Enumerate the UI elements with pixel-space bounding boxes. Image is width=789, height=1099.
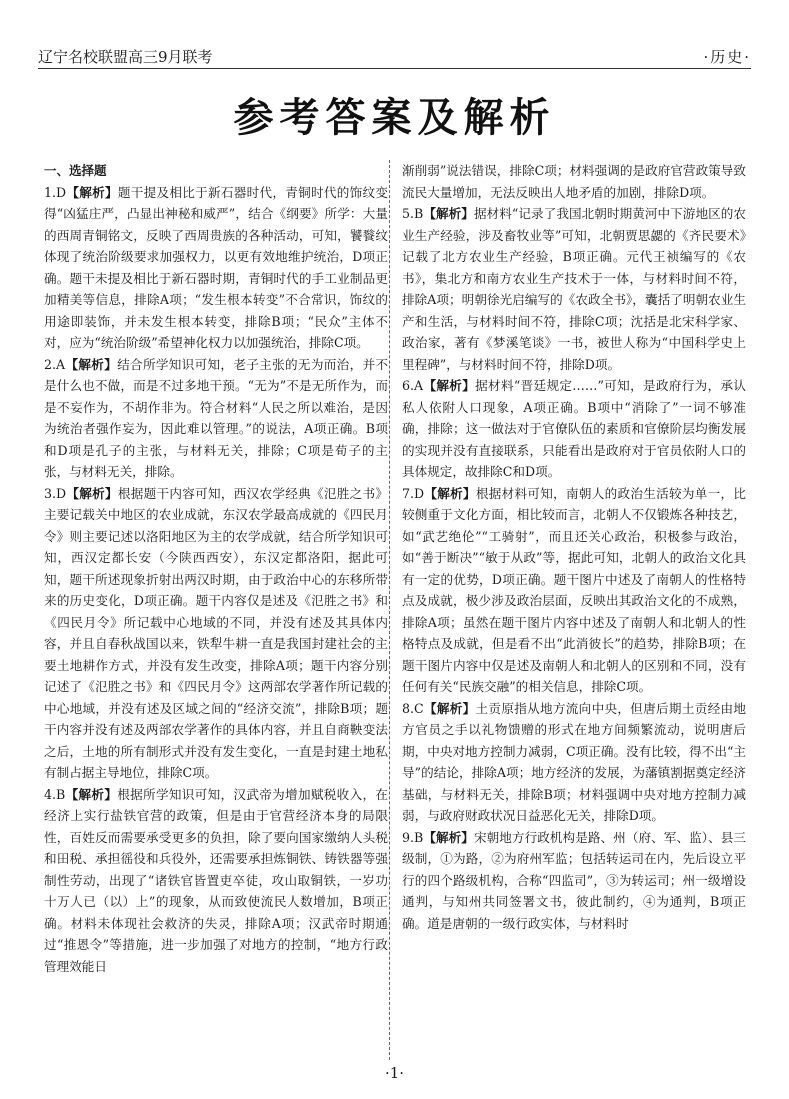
- answer-number: 3.D: [44, 485, 67, 501]
- answer-number: 6.A: [402, 378, 424, 393]
- analysis-tag: 【解析】: [65, 786, 118, 802]
- answer-item: [44, 354, 388, 483]
- answer-item: [402, 375, 746, 483]
- answer-number: 2.A: [44, 356, 66, 372]
- analysis-tag: 【解析】: [66, 184, 118, 200]
- analysis-tag: 【解析】: [423, 700, 476, 716]
- left-column: [44, 160, 388, 977]
- answer-item: [44, 784, 388, 978]
- analysis-tag: 【解析】: [424, 485, 476, 501]
- analysis-text: 据材料“晋廷规定……”可知，是政府行为，承认私人依附人口现象，A项正确。B项中“消除了”一词不够准确，排除；这一做法对于官僚队伍的素质和官僚阶层均衡发展的实现并没有直接联系，只能看出是政府对于官员依附人口的具体规定，故排除C和D项。: [402, 378, 746, 479]
- answer-number: 9.B: [402, 829, 424, 845]
- answer-item: [44, 182, 388, 354]
- analysis-text: 根据材料可知，南朝人的政治生活较为单一，比较侧重于文化方面，相比较而言，北朝人不仅锻炼各种技艺，如“武艺绝伦”“工骑射”，而且还关心政治，积极参与政治，如“善于断决”“敏于从政”等，据此可知，北朝人的政治文化具有一定的优势，D项正确。题干图片中述及了南朝人的性格特点及成就，极少涉及政治层面，反映出其政治文化的不成熟，排除A项；虽然在题干图片内容中述及了南朝人和北朝人的性格特点及成就，但是看不出“此消彼长”的趋势，排除B项；在题干图片内容中仅是述及南朝人和北朝人的区别和不同，没有任何有关“民族交融”的相关信息，排除C项。: [402, 485, 746, 694]
- analysis-text: 根据所学知识可知，汉武帝为增加赋税收入，在经济上实行盐铁官营的政策，但是由于官营经济本身的局限性，百姓反而需要承受更多的负担，除了要向国家缴纳人头税和田税、承担徭役和兵役外，还需要承担炼铜铁、铸铁器等强制性劳动，出现了“诸铁官皆置吏卒徒，攻山取铜铁，一岁功十万人已（以）上”的现象，从而致使流民人数增加，B项正确。材料未体现社会救济的失灵，排除A项；汉武帝时期通过“推恩令”等措施，进一步加强了对地方的控制，“地方行政管理效能日: [44, 786, 389, 974]
- page-number: ·1·: [384, 1064, 405, 1082]
- analysis-tag: 【解析】: [66, 485, 118, 501]
- analysis-tag: 【解析】: [423, 206, 474, 221]
- exam-name: 辽宁名校联盟高三9月联考: [38, 48, 213, 66]
- page-title: 参考答案及解析: [233, 95, 556, 141]
- right-column: [402, 160, 746, 934]
- analysis-text: 结合所学知识可知，老子主张的无为而治，并不是什么也不做，而是不过多地干预。“无为”不是无所作为，而是不妄作为，不胡作非为。符合材料“人民之所以难治，是因为统治者强作妄为，因此难以管理。”的说法，A项正确。B项和D项是孔子的主张，与材料无关，排除；C项是荀子的主张，与材料无关，排除。: [44, 356, 389, 479]
- answer-number: 4.B: [44, 786, 66, 802]
- answer-number: 8.C: [402, 700, 424, 716]
- analysis-text: 土贡原指从地方流向中央，但唐后期土贡经由地方官员之手以礼物馈赠的形式在地方间频繁流动，说明唐后期，中央对地方控制力减弱，C项正确。没有比较，得不出“主导”的结论，排除A项；地方经济的发展，为藩镇割据奠定经济基础，与材料无关，排除B项；材料强调中央对地方控制力减弱，与政府财政状况日益恶化无关，排除D项。: [402, 700, 747, 823]
- analysis-text: 宋朝地方行政机构是路、州（府、军、监）、县三级制，①为路，②为府州军监；包括转运司在内，先后设立平行的四个路级机构，合称“四监司”，③为转运司；州一级增设通判，与知州共同签署文书，彼此制约，④为通判，B项正确。道是唐朝的一级行政实体，与材料时: [402, 829, 747, 931]
- answer-number: 1.D: [44, 184, 67, 200]
- analysis-text: 题干提及相比于新石器时代，青铜时代的饰纹变得“凶猛庄严，凸显出神秘和威严”，结合《纲要》所学：大量的西周青铜铭文，反映了西周贵族的各种活动，可知，饕餮纹体现了统治阶级要求加强权力，以更有效地维护统治，D项正确。题干未提及相比于新石器时期，青铜时代的手工业制品更加精美等信息，排除A项；“发生根本转变”不合常识，饰纹的用途即装饰，并未发生根本转变，排除B项；“民众”主体不对，应为“统治阶级”希望神化权力以加强统治，排除C项。: [44, 184, 388, 350]
- analysis-tag: 【解析】: [423, 378, 476, 393]
- subject-label: ·历史·: [703, 48, 751, 66]
- answer-number: 5.B: [402, 206, 424, 221]
- analysis-text: 渐削弱”说法错误，排除C项；材料强调的是政府官营政策导致流民大量增加，无法反映出人地矛盾的加剧，排除D项。: [402, 163, 746, 200]
- answer-item: [402, 827, 746, 935]
- answer-item: [44, 483, 388, 784]
- page-header: [38, 44, 751, 69]
- answer-item: [402, 483, 746, 698]
- answer-item: [402, 698, 746, 827]
- section-title: 一、选择题: [44, 163, 107, 178]
- answer-item: [402, 203, 746, 375]
- analysis-tag: 【解析】: [65, 356, 118, 372]
- analysis-tag: 【解析】: [423, 829, 474, 845]
- column-divider: [389, 160, 390, 1060]
- analysis-text: 据材料“记录了我国北朝时期黄河中下游地区的农业生产经验，涉及畜牧业等”可知，北朝贾思勰的《齐民要术》记载了北方农业生产经验，B项正确。元代王祯编写的《农书》，集北方和南方农业生产技术于一体，与材料时间不符，排除A项；明朝徐光启编写的《农政全书》，囊括了明朝农业生产和生活，与材料时间不符，排除C项；沈括是北宋科学家、政治家，著有《梦溪笔谈》一书，被世人称为“中国科学史上里程碑”，与材料时间不符，排除D项。: [402, 206, 746, 372]
- answer-number: 7.D: [402, 485, 425, 501]
- analysis-text: 根据题干内容可知，西汉农学经典《氾胜之书》主要记载关中地区的农业成就，东汉农学最高成就的《四民月令》则主要记述以洛阳地区为主的农学成就，结合所学知识可知，西汉定都长安（今陕西西安），东汉定都洛阳，据此可知，题干所述现象折射出两汉时期，由于政治中心的东移所带来的历史变化，D项正确。题干内容仅是述及《氾胜之书》和《四民月令》所记载中心地域的不同，并没有述及其具体内容，并且自春秋战国以来，铁犁牛耕一直是我国封建社会的主要土地耕作方式，并没有发生改变，排除A项；题干内容分别记述了《氾胜之书》和《四民月令》这两部农学著作所记载的中心地域，并没有述及区域之间的“经济交流”，排除B项；题干内容并没有述及两部农学著作的具体内容，并且自商鞅变法之后，土地的所有制形式并没有发生变化，一直是封建土地私有制占据主导地位，排除C项。: [44, 485, 388, 780]
- answer-item: [402, 160, 746, 203]
